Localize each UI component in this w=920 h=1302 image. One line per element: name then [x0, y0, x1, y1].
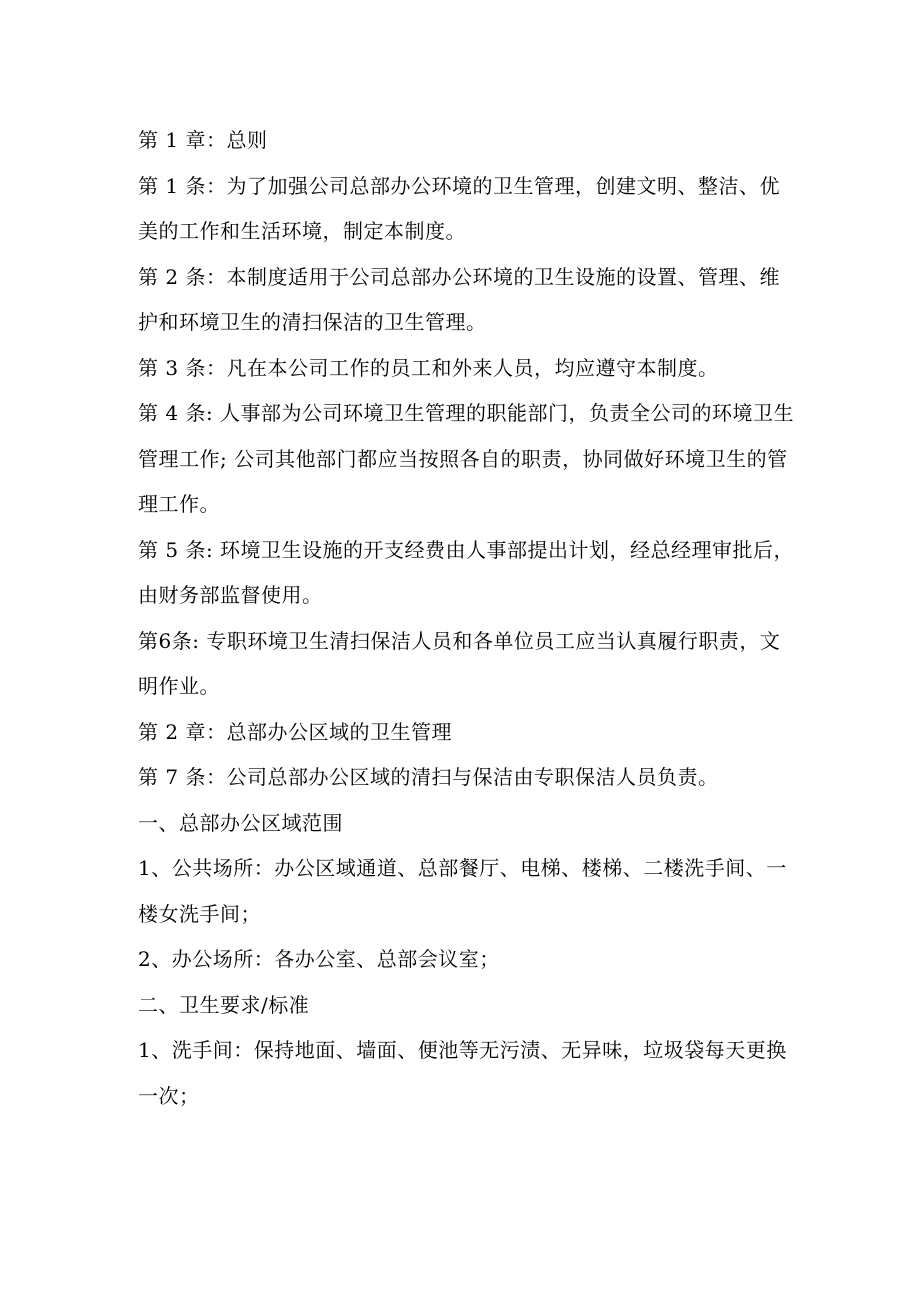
section-hygiene-standards: 二、卫生要求/标准 [138, 992, 310, 1017]
item-office-places: 2、办公场所：各办公室、总部会议室； [138, 947, 500, 971]
item-public-places: 1、公共场所：办公区域通道、总部餐厅、电梯、楼梯、二楼洗手间、一楼女洗手间； [138, 856, 787, 926]
article-6: 第6条: 专职环境卫生清扫保洁人员和各单位员工应当认真履行职责，文明作业。 [138, 628, 781, 698]
item-restroom: 1、洗手间：保持地面、墙面、便池等无污渍、无异味，垃圾袋每天更换一次； [138, 1038, 787, 1108]
article-3: 第 3 条：凡在本公司工作的员工和外来人员，均应遵守本制度。 [138, 355, 719, 380]
article-4: 第 4 条: 人事部为公司环境卫生管理的职能部门，负责全公司的环境卫生管理工作; 公司其他部门都应当按照各自的职责，协同做好环境卫生的管理工作。 [138, 401, 795, 516]
article-5: 第 5 条: 环境卫生设施的开支经费由人事部提出计划，经总经理审批后，由财务部监督使用。 [138, 537, 795, 607]
article-2: 第 2 条：本制度适用于公司总部办公环境的卫生设施的设置、管理、维护和环境卫生的清扫保洁的卫生管理。 [138, 264, 780, 334]
article-1: 第 1 条：为了加强公司总部办公环境的卫生管理，创建文明、整洁、优美的工作和生活环境，制定本制度。 [138, 173, 780, 243]
document-body [138, 118, 798, 1119]
section-office-area-scope: 一、总部办公区域范围 [138, 810, 343, 835]
chapter-2-heading: 第 2 章：总部办公区域的卫生管理 [138, 719, 452, 744]
article-7: 第 7 条：公司总部办公区域的清扫与保洁由专职保洁人员负责。 [138, 765, 719, 789]
chapter-1-heading: 第 1 章：总则 [138, 128, 268, 152]
